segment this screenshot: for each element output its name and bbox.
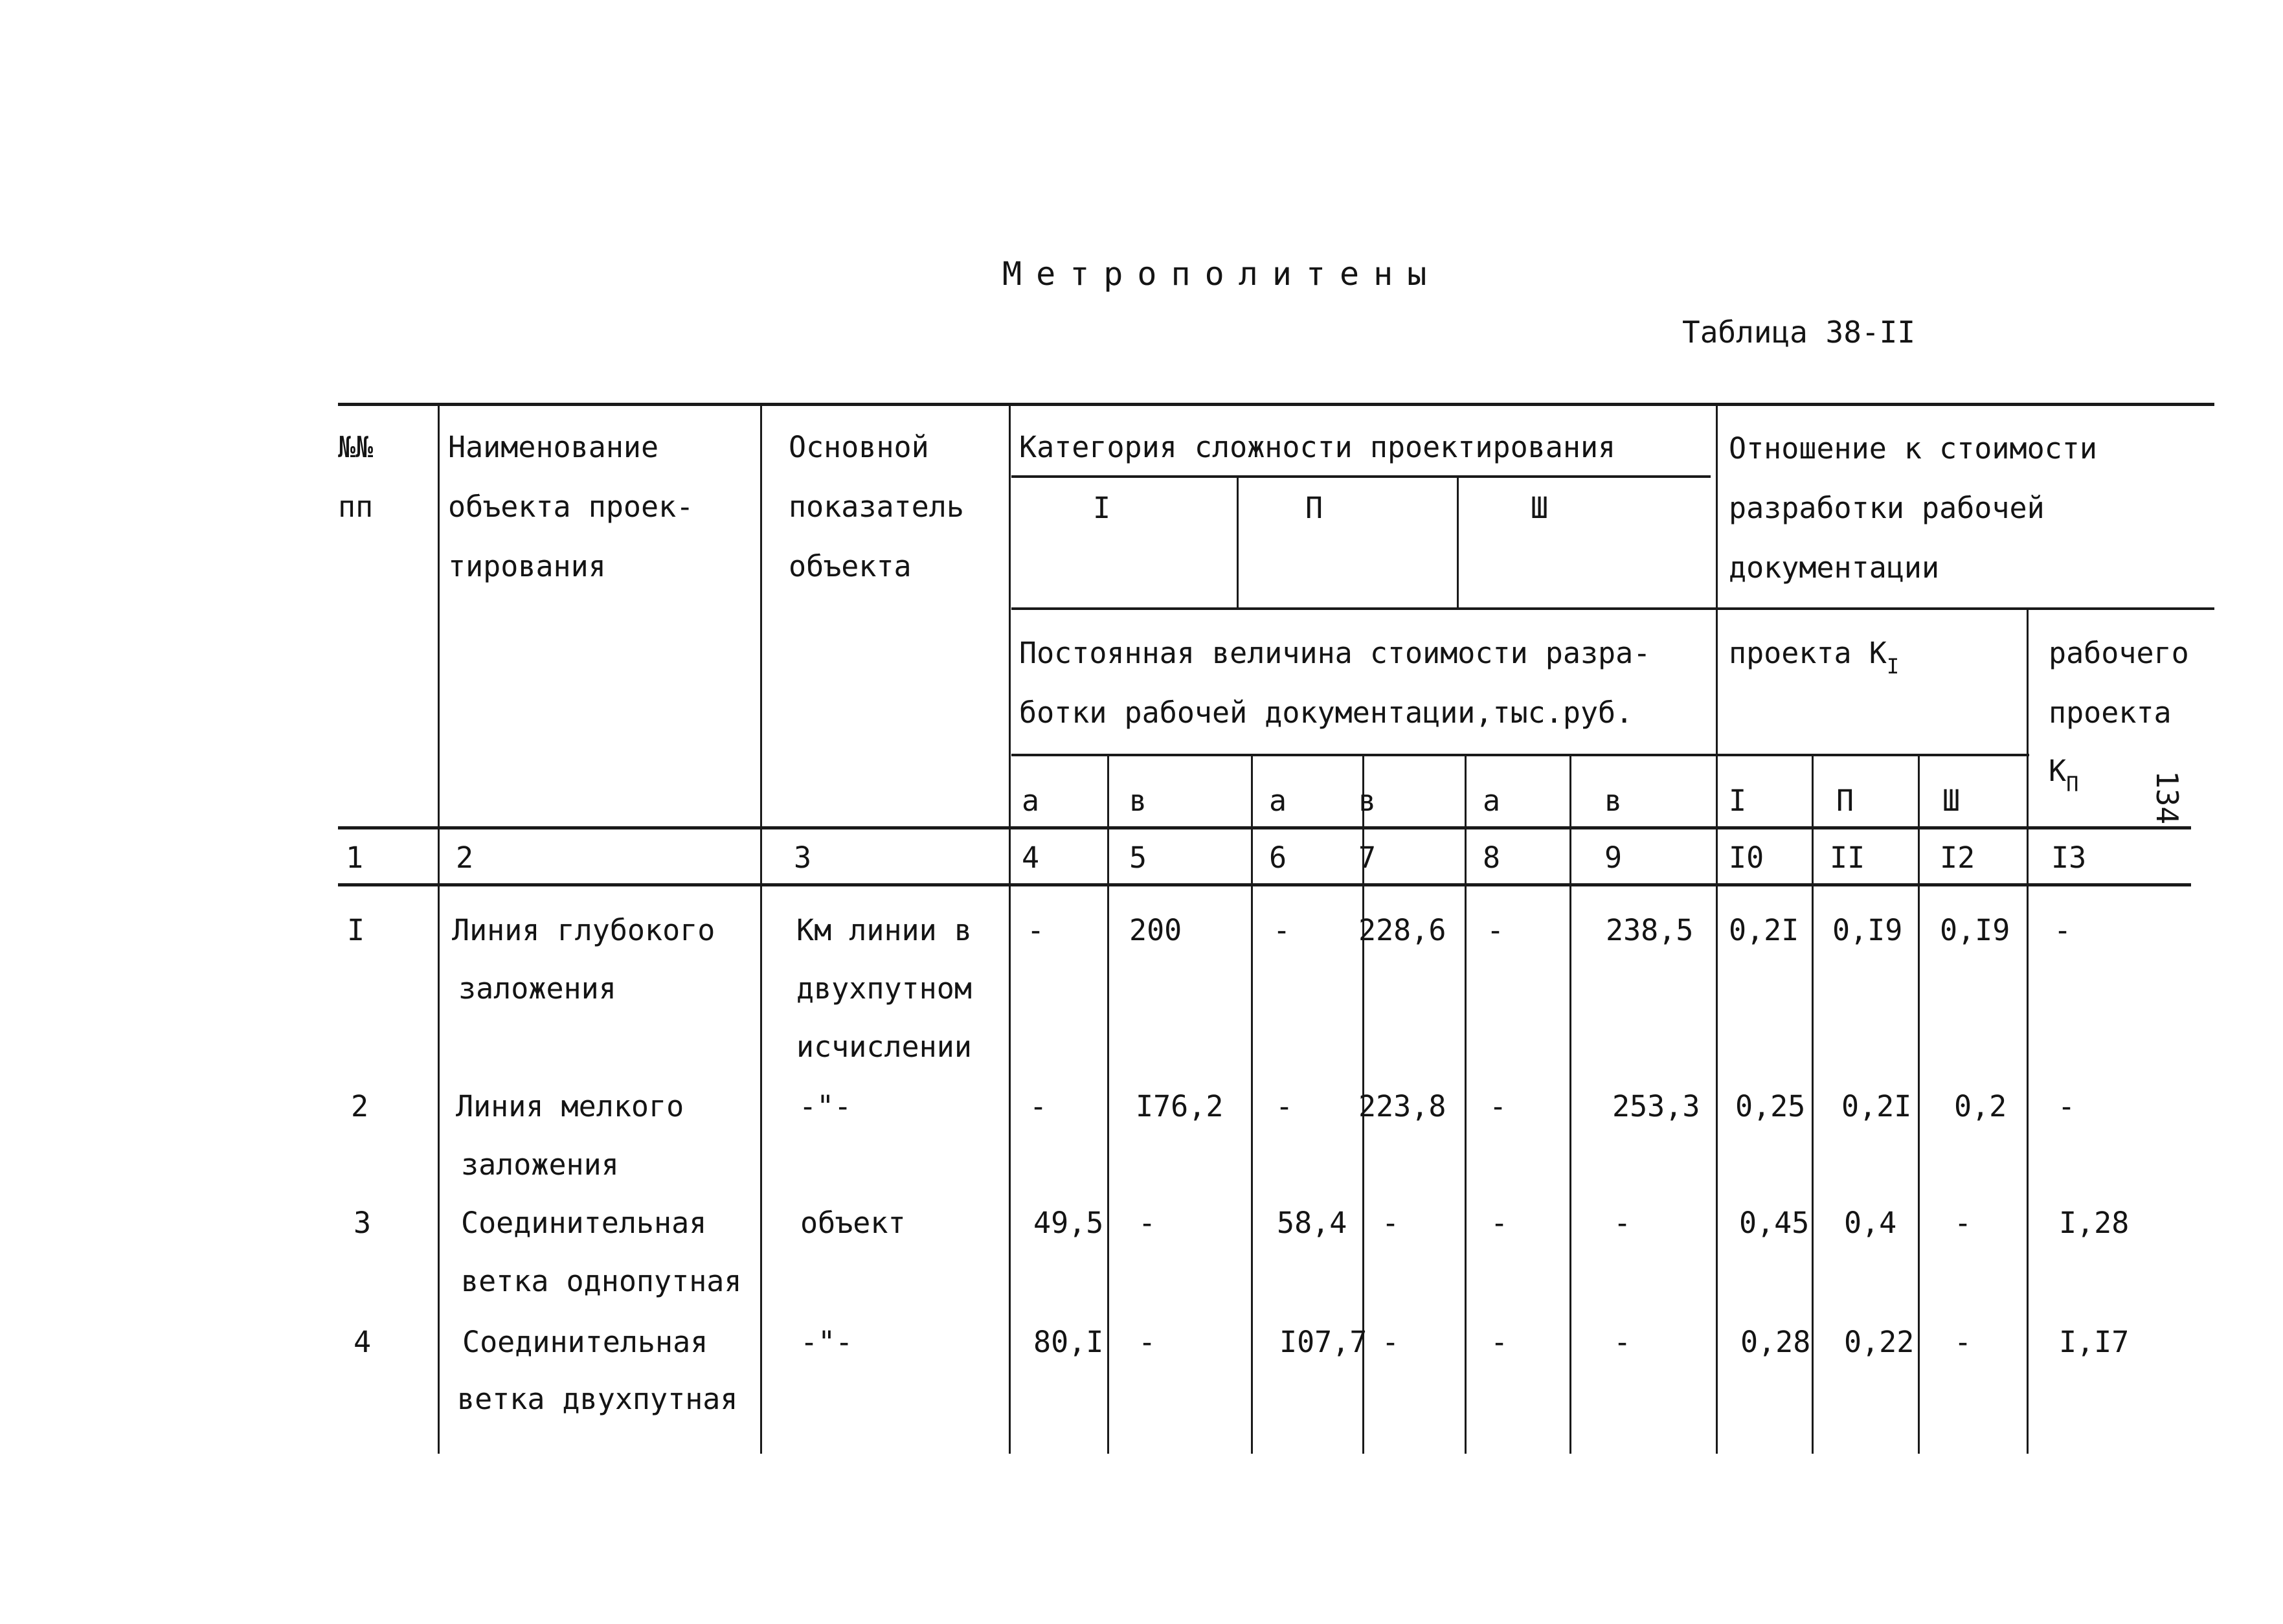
col-number: I0 (1729, 840, 1764, 875)
category-label-1: I (1093, 491, 1111, 525)
cell-value: I,28 (2059, 1206, 2130, 1240)
col-divider (1107, 755, 1109, 1454)
page-number: 134 (2150, 771, 2185, 825)
col-number: 2 (456, 840, 474, 875)
cell-value: - (1382, 1206, 1400, 1240)
row-indicator: -"- (799, 1089, 852, 1123)
header-constant: ботки рабочей документации,тыс.руб. (1019, 695, 1634, 730)
row-number: 4 (354, 1325, 372, 1359)
cell-value: 0,45 (1739, 1206, 1810, 1240)
cell-value: - (1273, 913, 1291, 947)
cell-value: 223,8 (1358, 1089, 1446, 1123)
row-name: ветка двухпутная (457, 1382, 738, 1416)
cell-value: 0,2I (1729, 913, 1799, 947)
subcol-label: а (1022, 784, 1040, 818)
cell-value: - (2058, 1089, 2076, 1123)
cell-value: 0,I9 (1940, 913, 2010, 947)
header-constant: Постоянная величина стоимости разра- (1019, 636, 1651, 670)
header-ratio: документации (1729, 550, 1940, 585)
category-rule (1011, 475, 1711, 478)
cell-value: - (1487, 913, 1505, 947)
cell-value: - (1489, 1089, 1507, 1123)
cell-value: - (1138, 1206, 1156, 1240)
document-title: Метрополитены (1002, 255, 1441, 293)
col-divider (1457, 477, 1459, 609)
header-bottom-rule (338, 826, 2191, 829)
row-indicator: -"- (800, 1325, 853, 1359)
header-col-indicator: объекта (789, 549, 912, 583)
cell-value: - (1954, 1325, 1972, 1359)
subcol-label: в (1358, 784, 1377, 818)
col-number: II (1830, 840, 1865, 875)
header-col-name: объекта проек- (448, 490, 694, 524)
header-project-k: проекта $К_I$ (1729, 636, 1900, 679)
col-divider (1237, 477, 1239, 609)
cell-value: - (1382, 1325, 1400, 1359)
col-divider (1716, 405, 1718, 1454)
subcol-label: Ш (1942, 784, 1961, 818)
table-top-rule (338, 403, 2214, 406)
row-number: I (347, 913, 365, 947)
cell-value: 253,3 (1612, 1089, 1700, 1123)
header-working-project: проекта (2049, 695, 2172, 730)
col-divider (1569, 755, 1571, 1454)
row-number: 2 (351, 1089, 369, 1123)
cell-value: I07,7 (1279, 1325, 1367, 1359)
header-ratio: разработки рабочей (1729, 491, 2045, 525)
row-name: ветка однопутная (461, 1264, 742, 1298)
row-indicator: исчислении (796, 1030, 972, 1064)
row-indicator: объект (800, 1206, 906, 1240)
col-number: 9 (1604, 840, 1623, 875)
subcol-label: в (1129, 784, 1147, 818)
col-divider (760, 405, 762, 1454)
cell-value: 0,4 (1844, 1206, 1897, 1240)
row-name: Соединительная (461, 1206, 707, 1240)
header-col-no: пп (338, 490, 374, 524)
col-number: I2 (1940, 840, 1975, 875)
col-number: 6 (1269, 840, 1287, 875)
subcol-label: П (1836, 784, 1854, 818)
cell-value: - (1954, 1206, 1972, 1240)
col-number: 5 (1129, 840, 1147, 875)
header-col-name: Наименование (448, 430, 659, 464)
cell-value: - (1138, 1325, 1156, 1359)
cell-value: - (1027, 913, 1045, 947)
cell-value: 238,5 (1606, 913, 1694, 947)
subcol-label: а (1483, 784, 1501, 818)
cell-value: I76,2 (1136, 1089, 1224, 1123)
category-label-3: Ш (1531, 491, 1549, 525)
row-name: заложения (461, 1147, 619, 1182)
col-divider (1251, 755, 1253, 1454)
cell-value: - (1614, 1206, 1632, 1240)
row-name: заложения (458, 971, 616, 1006)
col-divider (1812, 755, 1814, 1454)
cell-value: 228,6 (1358, 913, 1446, 947)
row-name: Соединительная (462, 1325, 708, 1359)
cell-value: - (2054, 913, 2072, 947)
row-indicator: Км линии в (796, 913, 972, 947)
cell-value: - (1276, 1089, 1294, 1123)
cell-value: 0,22 (1844, 1325, 1915, 1359)
col-number: 4 (1022, 840, 1040, 875)
cell-value: 0,25 (1735, 1089, 1806, 1123)
header-col-no: №№ (338, 430, 374, 464)
subcol-rule (1011, 754, 2029, 756)
header-working-project: рабочего (2049, 636, 2189, 670)
col-number: 1 (346, 840, 364, 875)
cell-value: - (1029, 1089, 1048, 1123)
header-col-indicator: показатель (789, 490, 964, 524)
row-name: Линия мелкого (456, 1089, 684, 1123)
cell-value: - (1490, 1206, 1509, 1240)
header-working-k: $К_П$ (2049, 754, 2079, 796)
cell-value: 0,2 (1954, 1089, 2007, 1123)
col-divider (1009, 405, 1011, 1454)
subcol-label: I (1729, 784, 1747, 818)
col-number-rule (338, 883, 2191, 886)
col-number: 7 (1358, 840, 1377, 875)
header-col-name: тирования (448, 549, 606, 583)
col-number: I3 (2051, 840, 2087, 875)
subcol-label: а (1269, 784, 1287, 818)
category-label-2: П (1305, 491, 1323, 525)
cell-value: 58,4 (1277, 1206, 1347, 1240)
row-indicator: двухпутном (796, 971, 972, 1006)
header-category: Категория сложности проектирования (1019, 430, 1616, 464)
cell-value: - (1490, 1325, 1509, 1359)
subcol-label: в (1604, 784, 1623, 818)
col-divider (1918, 755, 1920, 1454)
row-name: Линия глубокого (452, 913, 715, 947)
cell-value: 0,28 (1740, 1325, 1811, 1359)
col-divider (438, 405, 440, 1454)
cell-value: 0,2I (1841, 1089, 1912, 1123)
col-number: 8 (1483, 840, 1501, 875)
header-col-indicator: Основной (789, 430, 929, 464)
cell-value: 49,5 (1033, 1206, 1104, 1240)
category-bottom-rule (1011, 607, 2214, 610)
table-number: Таблица 38-II (1682, 315, 1916, 350)
col-number: 3 (794, 840, 812, 875)
cell-value: - (1614, 1325, 1632, 1359)
cell-value: I,I7 (2059, 1325, 2130, 1359)
row-number: 3 (354, 1206, 372, 1240)
header-ratio: Отношение к стоимости (1729, 431, 2097, 466)
cell-value: 80,I (1033, 1325, 1104, 1359)
cell-value: 200 (1129, 913, 1182, 947)
cell-value: 0,I9 (1832, 913, 1903, 947)
col-divider (1465, 755, 1467, 1454)
col-divider (2027, 609, 2029, 1454)
